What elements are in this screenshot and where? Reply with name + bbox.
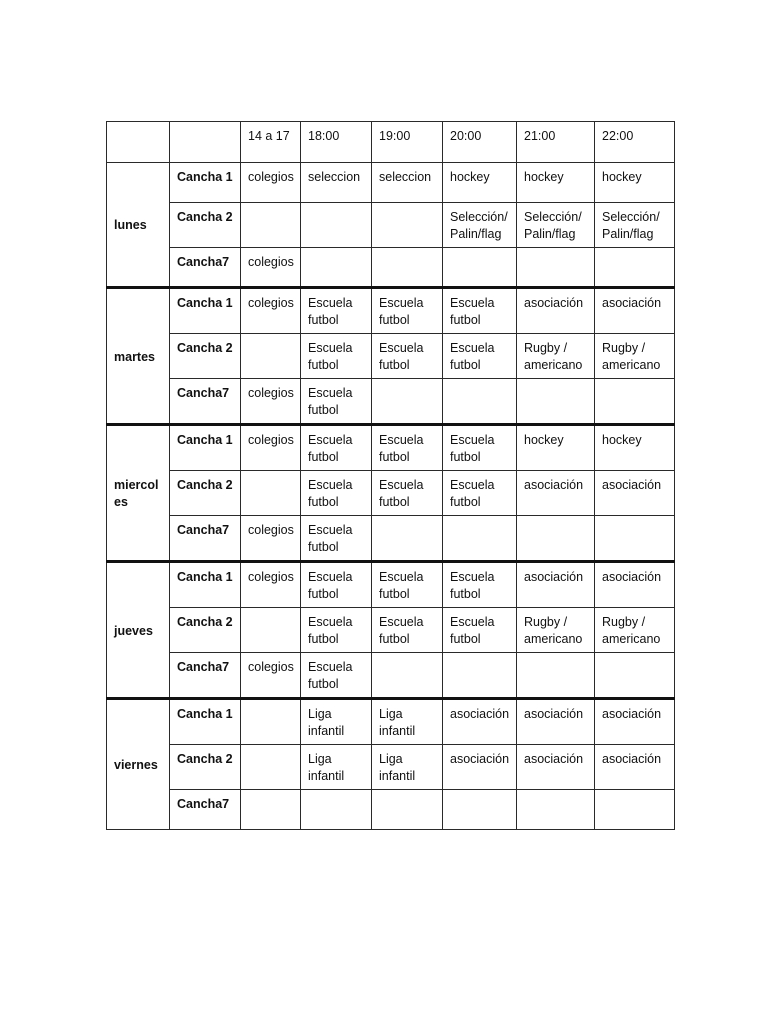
schedule-row xyxy=(107,288,675,334)
activity-cell xyxy=(517,516,595,562)
day-label: miercol es xyxy=(114,478,159,509)
activity-label: colegios xyxy=(248,296,294,310)
activity-label: Escuela futbol xyxy=(379,296,424,327)
activity-label: Escuela futbol xyxy=(308,433,353,464)
activity-label: Escuela futbol xyxy=(450,433,495,464)
activity-cell xyxy=(241,745,301,790)
activity-label: asociación xyxy=(524,752,584,766)
court-cell xyxy=(170,288,241,334)
activity-cell xyxy=(301,653,372,699)
activity-label: Rugby / americano xyxy=(524,615,583,646)
activity-label: Escuela futbol xyxy=(450,296,495,327)
schedule-row xyxy=(107,608,675,653)
activity-cell xyxy=(595,608,675,653)
court-cell xyxy=(170,745,241,790)
activity-label: Rugby / americano xyxy=(602,615,661,646)
activity-label: Selección/ Palin/flag xyxy=(450,210,508,241)
court-cell xyxy=(170,163,241,203)
court-cell xyxy=(170,379,241,425)
activity-cell xyxy=(517,699,595,745)
activity-cell xyxy=(372,288,443,334)
court-label: Cancha7 xyxy=(177,660,230,674)
court-cell xyxy=(170,653,241,699)
activity-label: Escuela futbol xyxy=(379,341,424,372)
activity-label: Selección/ Palin/flag xyxy=(524,210,582,241)
activity-label: Escuela futbol xyxy=(308,570,353,601)
activity-cell xyxy=(301,516,372,562)
activity-cell xyxy=(595,653,675,699)
activity-cell xyxy=(372,699,443,745)
day-cell xyxy=(107,562,170,699)
activity-label: Escuela futbol xyxy=(308,386,353,417)
day-cell xyxy=(107,163,170,288)
activity-cell xyxy=(517,745,595,790)
activity-cell xyxy=(595,248,675,288)
activity-label: asociación xyxy=(602,478,662,492)
court-cell xyxy=(170,608,241,653)
activity-cell xyxy=(443,471,517,516)
activity-cell xyxy=(301,471,372,516)
activity-cell xyxy=(443,699,517,745)
activity-cell xyxy=(443,653,517,699)
activity-cell xyxy=(301,699,372,745)
activity-cell xyxy=(372,562,443,608)
day-cell xyxy=(107,699,170,830)
time-header-cell: 21:00 xyxy=(517,122,595,163)
activity-cell xyxy=(301,248,372,288)
court-cell xyxy=(170,425,241,471)
court-label: Cancha 1 xyxy=(177,296,233,310)
activity-cell xyxy=(372,471,443,516)
activity-cell xyxy=(595,562,675,608)
activity-label: hockey xyxy=(602,170,642,184)
header-row xyxy=(107,122,675,163)
activity-label: Rugby / americano xyxy=(524,341,583,372)
activity-cell xyxy=(241,608,301,653)
court-header-cell xyxy=(170,122,241,163)
court-cell xyxy=(170,790,241,830)
court-label: Cancha7 xyxy=(177,797,230,811)
court-label: Cancha 1 xyxy=(177,433,233,447)
activity-cell xyxy=(443,288,517,334)
schedule-row xyxy=(107,699,675,745)
activity-cell xyxy=(241,562,301,608)
court-cell xyxy=(170,699,241,745)
schedule-table xyxy=(106,121,675,830)
activity-cell xyxy=(301,790,372,830)
court-label: Cancha 2 xyxy=(177,210,233,224)
activity-cell xyxy=(372,516,443,562)
activity-label: Escuela futbol xyxy=(379,478,424,509)
activity-cell xyxy=(301,608,372,653)
activity-cell xyxy=(372,608,443,653)
court-label: Cancha7 xyxy=(177,255,230,269)
activity-label: asociación xyxy=(450,707,510,721)
schedule-row xyxy=(107,163,675,203)
activity-cell xyxy=(301,163,372,203)
activity-cell xyxy=(241,425,301,471)
activity-cell xyxy=(517,562,595,608)
activity-label: hockey xyxy=(524,170,564,184)
activity-cell xyxy=(517,790,595,830)
activity-cell xyxy=(372,163,443,203)
activity-cell xyxy=(372,334,443,379)
activity-label: Escuela futbol xyxy=(308,341,353,372)
activity-cell xyxy=(517,203,595,248)
activity-label: asociación xyxy=(524,570,584,584)
activity-cell xyxy=(372,745,443,790)
court-cell xyxy=(170,248,241,288)
court-label: Cancha 2 xyxy=(177,615,233,629)
activity-cell xyxy=(517,334,595,379)
activity-cell xyxy=(301,425,372,471)
activity-cell xyxy=(372,653,443,699)
court-cell xyxy=(170,334,241,379)
activity-label: hockey xyxy=(450,170,490,184)
activity-cell xyxy=(443,516,517,562)
activity-label: asociación xyxy=(524,707,584,721)
day-cell xyxy=(107,425,170,562)
activity-cell xyxy=(517,425,595,471)
activity-cell xyxy=(443,745,517,790)
schedule-row xyxy=(107,516,675,562)
activity-cell xyxy=(301,562,372,608)
activity-cell xyxy=(241,790,301,830)
activity-cell xyxy=(241,471,301,516)
activity-cell xyxy=(301,203,372,248)
activity-label: Escuela futbol xyxy=(450,615,495,646)
activity-cell xyxy=(372,425,443,471)
activity-cell xyxy=(301,288,372,334)
activity-label: asociación xyxy=(602,296,662,310)
activity-cell xyxy=(595,288,675,334)
schedule-row xyxy=(107,562,675,608)
activity-cell xyxy=(595,203,675,248)
court-cell xyxy=(170,516,241,562)
activity-label: Escuela futbol xyxy=(450,570,495,601)
activity-cell xyxy=(241,516,301,562)
activity-cell xyxy=(595,790,675,830)
activity-label: seleccion xyxy=(379,170,432,184)
activity-label: Escuela futbol xyxy=(379,433,424,464)
court-cell xyxy=(170,203,241,248)
schedule-row xyxy=(107,745,675,790)
time-header-cell: 18:00 xyxy=(301,122,372,163)
activity-cell xyxy=(443,379,517,425)
activity-cell xyxy=(372,790,443,830)
corner-cell xyxy=(107,122,170,163)
activity-cell xyxy=(517,248,595,288)
court-label: Cancha 2 xyxy=(177,478,233,492)
activity-cell xyxy=(372,203,443,248)
activity-cell xyxy=(517,163,595,203)
activity-cell xyxy=(301,334,372,379)
activity-cell xyxy=(443,334,517,379)
activity-label: asociación xyxy=(524,296,584,310)
court-label: Cancha 1 xyxy=(177,707,233,721)
activity-label: colegios xyxy=(248,255,294,269)
court-label: Cancha 2 xyxy=(177,752,233,766)
court-label: Cancha 1 xyxy=(177,170,233,184)
activity-label: Escuela futbol xyxy=(308,660,353,691)
activity-label: asociación xyxy=(602,570,662,584)
activity-cell xyxy=(595,699,675,745)
activity-cell xyxy=(517,379,595,425)
court-label: Cancha7 xyxy=(177,386,230,400)
activity-label: Escuela futbol xyxy=(308,615,353,646)
activity-cell xyxy=(517,288,595,334)
activity-cell xyxy=(372,379,443,425)
activity-label: colegios xyxy=(248,570,294,584)
activity-label: Escuela futbol xyxy=(308,296,353,327)
activity-cell xyxy=(595,516,675,562)
activity-label: Escuela futbol xyxy=(379,570,424,601)
activity-cell xyxy=(241,163,301,203)
activity-label: asociación xyxy=(450,752,510,766)
court-cell xyxy=(170,562,241,608)
time-header-cell: 20:00 xyxy=(443,122,517,163)
activity-label: Escuela futbol xyxy=(450,478,495,509)
time-header-cell: 22:00 xyxy=(595,122,675,163)
schedule-row xyxy=(107,425,675,471)
activity-cell xyxy=(443,248,517,288)
activity-label: asociación xyxy=(602,707,662,721)
activity-cell xyxy=(595,163,675,203)
activity-cell xyxy=(241,334,301,379)
activity-cell xyxy=(595,425,675,471)
activity-label: colegios xyxy=(248,660,294,674)
day-label: jueves xyxy=(114,623,153,638)
schedule-row xyxy=(107,653,675,699)
day-label: lunes xyxy=(114,218,147,232)
activity-label: colegios xyxy=(248,523,294,537)
activity-cell xyxy=(595,471,675,516)
activity-cell xyxy=(241,653,301,699)
schedule-row xyxy=(107,334,675,379)
activity-cell xyxy=(241,379,301,425)
activity-label: hockey xyxy=(524,433,564,447)
activity-cell xyxy=(443,425,517,471)
activity-label: Liga infantil xyxy=(379,707,416,738)
activity-cell xyxy=(372,248,443,288)
activity-label: hockey xyxy=(602,433,642,447)
activity-cell xyxy=(517,471,595,516)
schedule-body xyxy=(107,122,675,830)
activity-label: Escuela futbol xyxy=(308,523,353,554)
activity-label: seleccion xyxy=(308,170,361,184)
schedule-row xyxy=(107,379,675,425)
court-label: Cancha 1 xyxy=(177,570,233,584)
activity-label: Escuela futbol xyxy=(450,341,495,372)
activity-label: Escuela futbol xyxy=(379,615,424,646)
court-cell xyxy=(170,471,241,516)
activity-cell xyxy=(517,653,595,699)
day-label: martes xyxy=(114,349,155,364)
activity-label: asociación xyxy=(602,752,662,766)
activity-cell xyxy=(241,699,301,745)
day-cell xyxy=(107,288,170,425)
activity-label: Selección/ Palin/flag xyxy=(602,210,660,241)
day-label: viernes xyxy=(114,758,158,772)
schedule-row xyxy=(107,248,675,288)
court-label: Cancha7 xyxy=(177,523,230,537)
activity-cell xyxy=(595,334,675,379)
activity-cell xyxy=(443,203,517,248)
court-label: Cancha 2 xyxy=(177,341,233,355)
activity-cell xyxy=(443,790,517,830)
activity-label: Rugby / americano xyxy=(602,341,661,372)
activity-cell xyxy=(301,745,372,790)
activity-cell xyxy=(241,288,301,334)
activity-label: Liga infantil xyxy=(308,752,345,783)
activity-cell xyxy=(517,608,595,653)
activity-cell xyxy=(241,248,301,288)
activity-cell xyxy=(241,203,301,248)
activity-cell xyxy=(443,562,517,608)
schedule-row xyxy=(107,790,675,830)
schedule-row xyxy=(107,471,675,516)
time-header-cell: 19:00 xyxy=(372,122,443,163)
activity-label: asociación xyxy=(524,478,584,492)
activity-label: Escuela futbol xyxy=(308,478,353,509)
time-header-cell: 14 a 17 xyxy=(241,122,301,163)
activity-label: Liga infantil xyxy=(379,752,416,783)
activity-cell xyxy=(443,163,517,203)
activity-label: colegios xyxy=(248,386,294,400)
activity-cell xyxy=(443,608,517,653)
activity-label: Liga infantil xyxy=(308,707,345,738)
activity-label: colegios xyxy=(248,433,294,447)
activity-cell xyxy=(595,379,675,425)
activity-cell xyxy=(301,379,372,425)
schedule-row xyxy=(107,203,675,248)
activity-label: colegios xyxy=(248,170,294,184)
activity-cell xyxy=(595,745,675,790)
